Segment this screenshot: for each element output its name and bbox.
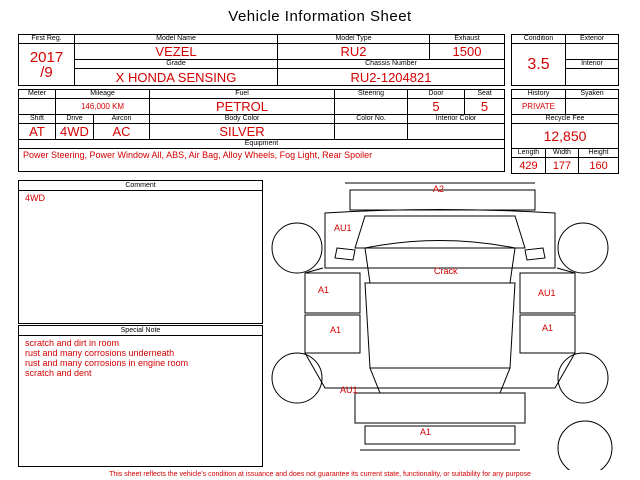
interior-value — [566, 69, 619, 86]
first-reg-value — [19, 44, 75, 86]
condition-table — [511, 34, 619, 86]
shift-value: AT — [19, 124, 56, 140]
hood — [325, 210, 555, 269]
vehicle-main-table — [18, 34, 505, 86]
grade-value: X HONDA SENSING — [75, 69, 278, 86]
exterior-value — [566, 44, 619, 60]
shift-label: Shift — [19, 115, 56, 124]
wheel-front-right — [558, 223, 608, 273]
exhaust-value: 1500 — [430, 44, 505, 60]
trunk — [355, 393, 525, 423]
damage-mark-left-front: AU1 — [334, 223, 352, 233]
body-color-label: Body Color — [150, 115, 335, 124]
door-label: Door — [408, 90, 465, 99]
wheel-rear-right — [558, 353, 608, 403]
model-name-value: VEZEL — [75, 44, 278, 60]
chassis-number-value: RU2-1204821 — [278, 69, 505, 86]
disclaimer-footer: This sheet reflects the vehicle's condition at issuance and does not guarantee its current state, functionality, or suitability for any purpose — [109, 471, 531, 478]
door-value: 5 — [408, 99, 465, 115]
comment-label: Comment — [19, 181, 262, 191]
syaken-label: Syaken — [566, 90, 619, 99]
meter-label: Meter — [19, 90, 56, 99]
width-label: Width — [546, 149, 579, 158]
color-no-label: Color No. — [335, 115, 408, 124]
interior-color-label: Interior Color — [408, 115, 505, 124]
history-label: History — [512, 90, 566, 99]
interior-color-value — [408, 124, 505, 140]
mileage-label: Mileage — [56, 90, 150, 99]
height-label: Height — [579, 149, 619, 158]
steering-label: Steering — [335, 90, 408, 99]
special-note-box — [18, 325, 263, 467]
mileage-value: 146,000 KM — [56, 99, 150, 115]
recycle-fee-value: 12,850 — [512, 124, 619, 149]
fuel-value: PETROL — [150, 99, 335, 115]
color-no-value — [335, 124, 408, 140]
length-label: Length — [512, 149, 546, 158]
vehicle-details-table — [18, 89, 505, 172]
model-name-label: Model Name — [75, 35, 278, 44]
wheel-front-left — [272, 223, 322, 273]
fuel-label: Fuel — [150, 90, 335, 99]
model-type-value: RU2 — [278, 44, 430, 60]
right-mirror — [525, 248, 545, 260]
damage-mark-right-side: AU1 — [538, 288, 556, 298]
spare-wheel — [558, 421, 612, 470]
condition-value: 3.5 — [512, 44, 566, 86]
condition-label: Condition — [512, 35, 566, 44]
damage-mark-left-side: A1 — [318, 285, 330, 295]
height-value: 160 — [579, 158, 619, 174]
grade-label: Grade — [75, 60, 278, 69]
drive-value: 4WD — [56, 124, 94, 140]
left-mirror — [335, 248, 355, 260]
body-color-value: SILVER — [150, 124, 335, 140]
meter-value — [19, 99, 56, 115]
special-note-label: Special Note — [19, 326, 262, 336]
damage-mark-rear: A1 — [420, 427, 432, 437]
seat-label: Seat — [465, 90, 505, 99]
model-type-label: Model Type — [278, 35, 430, 44]
car-damage-diagram — [265, 178, 620, 470]
comment-box — [18, 180, 263, 324]
exhaust-label: Exhaust — [430, 35, 505, 44]
rear-bumper — [365, 426, 515, 444]
left-front-door — [305, 273, 360, 313]
interior-label: Interior — [566, 60, 619, 69]
first-reg-label: First Reg. — [19, 35, 75, 44]
hood-inner — [355, 216, 525, 248]
first-reg-year: 2017 — [29, 48, 64, 66]
length-value: 429 — [512, 158, 546, 174]
chassis-number-label: Chassis Number — [278, 60, 505, 69]
damage-mark-front: A2 — [433, 184, 445, 194]
rear-windshield — [370, 368, 510, 393]
first-reg-month: /9 — [40, 63, 53, 81]
damage-mark-left-door: A1 — [330, 325, 342, 335]
right-rear-door — [520, 315, 575, 353]
aircon-value: AC — [94, 124, 150, 140]
history-value: PRIVATE — [512, 99, 566, 115]
syaken-value — [566, 99, 619, 115]
steering-value — [335, 99, 408, 115]
exterior-label: Exterior — [566, 35, 619, 44]
aircon-label: Aircon — [94, 115, 150, 124]
recycle-fee-label: Recycle Fee — [512, 115, 619, 124]
damage-mark-roof: Crack — [434, 266, 458, 276]
special-note-text: scratch and dirt in room rust and many corrosions underneath rust and many corrosions in engine room scratch and dent — [25, 338, 189, 378]
roof — [365, 283, 515, 368]
sheet-title: Vehicle Information Sheet — [228, 8, 412, 25]
windshield — [365, 241, 515, 284]
drive-label: Drive — [56, 115, 94, 124]
width-value: 177 — [546, 158, 579, 174]
equipment-value: Power Steering, Power Window All, ABS, Air Bag, Alloy Wheels, Fog Light, Rear Spoiler — [19, 149, 505, 172]
comment-text: 4WD — [25, 193, 45, 203]
damage-mark-left-rear: AU1 — [340, 385, 358, 395]
history-table — [511, 89, 619, 174]
wheel-rear-left — [272, 353, 322, 403]
damage-mark-right-door: A1 — [542, 323, 554, 333]
seat-value: 5 — [465, 99, 505, 115]
equipment-label: Equipment — [19, 140, 505, 149]
